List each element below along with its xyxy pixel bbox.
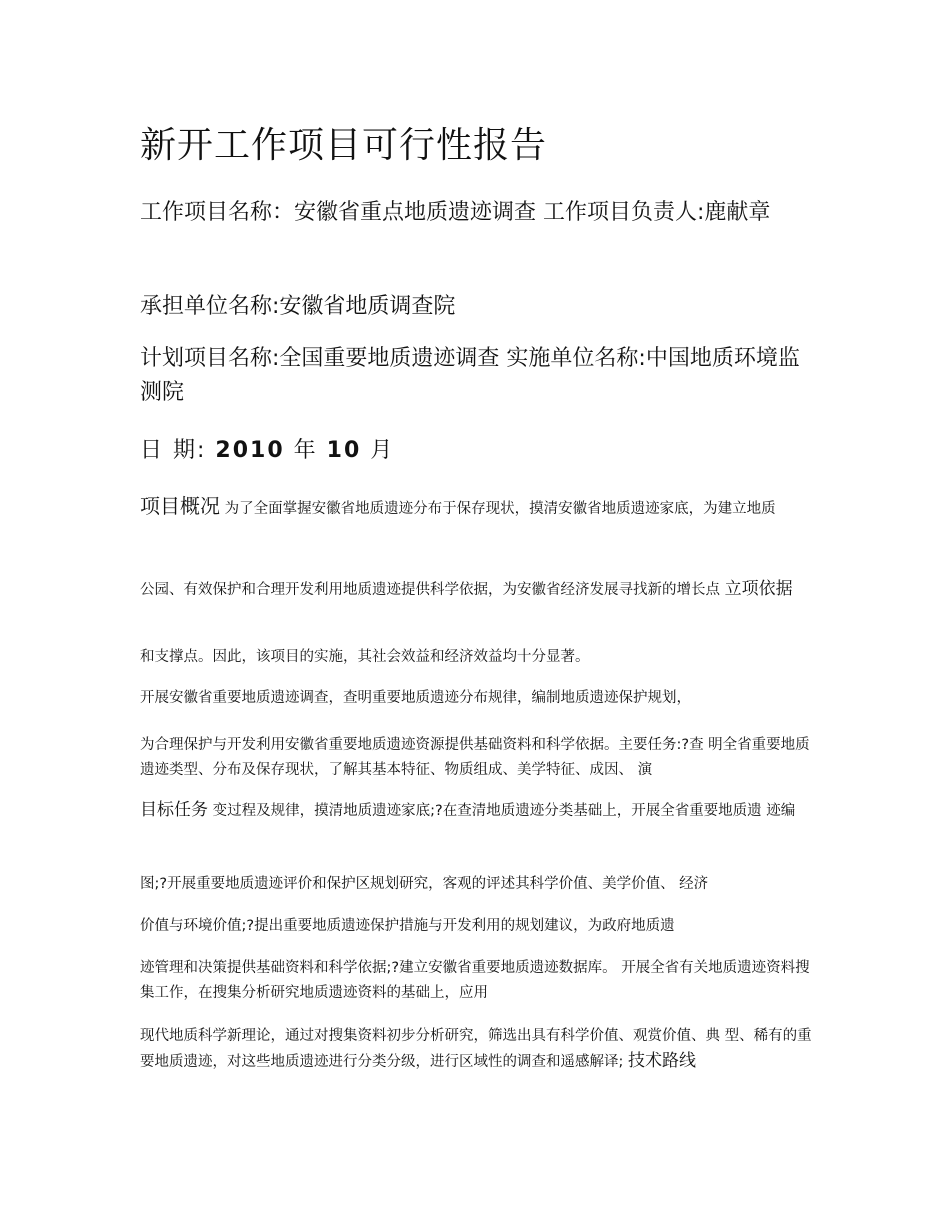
paragraph-8: 价值与环境价值;?提出重要地质遗迹保护措施与开发利用的规划建议，为政府地质遗 [140, 918, 675, 934]
paragraph-10-text: 现代地质科学新理论，通过对搜集资料初步分析研究，筛选出具有科学价值、观赏价值、典 型、稀有的重要地质遗迹，对这些地质遗迹进行分类分级，进行区域性的调查和遥感解译; [140, 1028, 812, 1070]
plan-project-name: 计划项目名称:全国重要地质遗迹调查 实施单位名称:中国地质环境监测院 [140, 346, 800, 405]
paragraph-2-text: 公园、有效保护和合理开发利用地质遗迹提供科学依据，为安徽省经济发展寻找新的增长点 [140, 582, 725, 598]
goal-heading: 目标任务 [140, 800, 208, 820]
overview-heading: 项目概况 [140, 494, 220, 518]
paragraph-7: 图;?开展重要地质遗迹评价和保护区规划研究，客观的评述其科学价值、美学价值、 经济 [140, 876, 709, 892]
date-line [140, 434, 820, 468]
page-title: 新开工作项目可行性报告 [140, 125, 548, 166]
undertaking-unit: 承担单位名称:安徽省地质调查院 [140, 294, 456, 319]
date-year-unit: 年 [284, 438, 327, 463]
overview-text: 为了全面掌握安徽省地质遗迹分布于保存现状，摸清安徽省地质遗迹家底，为建立地质 [220, 501, 776, 517]
paragraph-6-text: 变过程及规律，摸清地质遗迹家底;?在查清地质遗迹分类基础上，开展全省重要地质遗 迹编 [208, 803, 796, 819]
date-year: 2010 [215, 438, 285, 463]
date-month-unit: 月 [361, 438, 395, 463]
paragraph-9: 迹管理和决策提供基础资料和科学依据;?建立安徽省重要地质遗迹数据库。 开展全省有关地质遗迹资料搜集工作，在搜集分析研究地质遗迹资料的基础上，应用 [140, 960, 810, 1001]
paragraph-6 [140, 798, 820, 824]
basis-heading: 立项依据 [724, 579, 793, 599]
route-heading: 技术路线 [628, 1051, 696, 1071]
paragraph-5: 为合理保护与开发利用安徽省重要地质遗迹资源提供基础资料和科学依据。主要任务:?查 明全省重要地质遗迹类型、分布及保存现状，了解其基本特征、物质组成、美学特征、成因、 演 [140, 737, 810, 778]
date-month: 10 [326, 438, 362, 463]
paragraph-3: 和支撑点。因此，该项目的实施，其社会效益和经济效益均十分显著。 [140, 649, 590, 665]
paragraph-10 [140, 1024, 820, 1075]
work-project-name: 工作项目名称：安徽省重点地质遗迹调查 工作项目负责人:鹿献章 [140, 200, 771, 225]
paragraph-2 [140, 577, 820, 603]
overview-paragraph [140, 489, 820, 526]
paragraph-4: 开展安徽省重要地质遗迹调查，查明重要地质遗迹分布规律，编制地质遗迹保护规划， [140, 690, 691, 706]
date-label: 日 期: [140, 438, 216, 463]
